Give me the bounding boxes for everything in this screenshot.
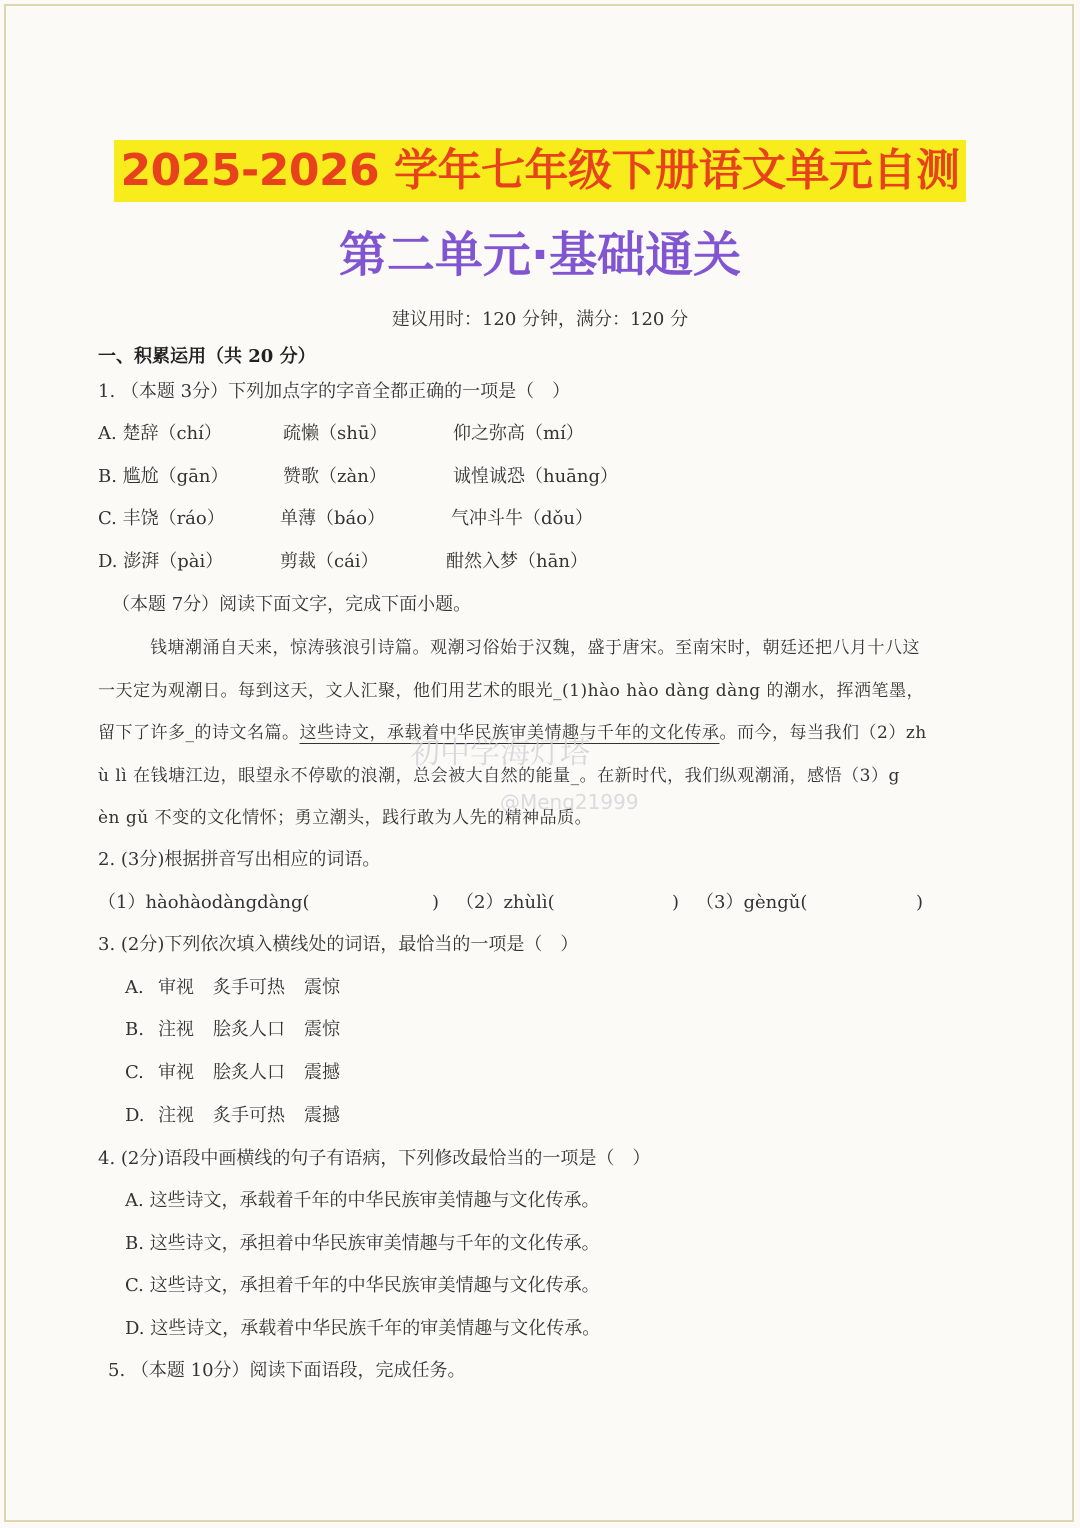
passage-line: 一天定为观潮日。每到这天，文人汇聚，他们用艺术的眼光_(1)hào hào dàng dàng 的潮水，挥洒笔墨，	[98, 681, 925, 701]
q3-option-a-word1: 审视	[158, 977, 194, 998]
q5-stem: 5. （本题 10分）阅读下面语段，完成任务。	[108, 1360, 466, 1381]
q2-blank-1-close: )	[432, 892, 440, 913]
q3-option-b-word1: 注视	[158, 1019, 194, 1040]
page-subtitle: 第二单元·基础通关	[338, 227, 742, 283]
q2-blank-3: （3）gèngǔ(	[696, 892, 808, 913]
passage-text: 留下了许多_的诗文名篇。	[98, 723, 300, 743]
q4-option-b: B. 这些诗文，承担着中华民族审美情趣与千年的文化传承。	[125, 1233, 600, 1254]
q3-stem: 3. (2分)下列依次填入横线处的词语，最恰当的一项是（ ）	[98, 934, 579, 955]
q4-option-d: D. 这些诗文，承载着中华民族千年的审美情趣与文化传承。	[125, 1318, 601, 1339]
q3-option-c-word3: 震撼	[304, 1062, 340, 1083]
q4-option-c: C. 这些诗文，承担着千年的中华民族审美情趣与文化传承。	[125, 1275, 600, 1296]
q3-option-c-letter: C.	[125, 1062, 144, 1083]
q1-option-a-2: 疏懒（shū）	[283, 423, 388, 444]
q2-blank-3-close: )	[916, 892, 924, 913]
time-info: 建议用时：120 分钟，满分：120 分	[391, 309, 689, 330]
q1-option-b-3: 诚惶诚恐（huāng）	[453, 466, 619, 487]
q4-stem: 4. (2分)语段中画横线的句子有语病，下列修改最恰当的一项是（ ）	[98, 1148, 651, 1169]
q4-option-a: A. 这些诗文，承载着千年的中华民族审美情趣与文化传承。	[125, 1190, 600, 1211]
q3-option-c-word2: 脍炙人口	[213, 1062, 285, 1083]
section-heading: 一、积累运用（共 20 分）	[98, 346, 316, 367]
q2-blank-2: （2）zhùlì(	[456, 892, 555, 913]
q1-option-c-3: 气冲斗牛（dǒu）	[451, 508, 593, 529]
q2-stem: 2. (3分)根据拼音写出相应的词语。	[98, 849, 381, 870]
q1-option-a-1: A. 楚辞（chí）	[98, 423, 222, 444]
watermark: 初中学海灯塔	[410, 736, 590, 771]
q3-option-d-word3: 震撼	[304, 1105, 340, 1126]
page-title: 2025-2026 学年七年级下册语文单元自测	[114, 140, 965, 202]
q1-option-a-3: 仰之弥高（mí）	[453, 423, 584, 444]
q1-option-c-1: C. 丰饶（ráo）	[98, 508, 225, 529]
passage-line: ù lì 在钱塘江边，眼望永不停歇的浪潮，总会被大自然的能量_。在新时代，我们纵观潮涌，感悟（3）g	[98, 766, 900, 786]
q1-option-c-2: 单薄（báo）	[280, 508, 386, 529]
q3-option-a-letter: A.	[125, 977, 144, 998]
q2-blank-1: （1）hàohàodàngdàng(	[98, 892, 310, 913]
q3-option-b-word3: 震惊	[304, 1019, 340, 1040]
q3-option-c-word1: 审视	[158, 1062, 194, 1083]
q3-option-d-word2: 炙手可热	[213, 1105, 285, 1126]
watermark-handle: @Meng21999	[500, 790, 639, 814]
q1-stem: 1. （本题 3分）下列加点字的字音全都正确的一项是（ ）	[98, 381, 571, 402]
q3-option-a-word3: 震惊	[304, 977, 340, 998]
title-block	[0, 140, 1080, 202]
q3-option-d-letter: D.	[125, 1105, 145, 1126]
q1-option-d-3: 酣然入梦（hān）	[446, 551, 588, 572]
q3-option-d-word1: 注视	[158, 1105, 194, 1126]
underlined-sentence: 这些诗文，承载着中华民族审美情趣与千年的文化传承	[299, 723, 720, 743]
passage-line: èn gǔ 不变的文化情怀；勇立潮头，践行敢为人先的精神品质。	[98, 808, 593, 828]
q1-option-d-1: D. 澎湃（pài）	[98, 551, 224, 572]
passage-line: 钱塘潮涌自天来，惊涛骇浪引诗篇。观潮习俗始于汉魏，盛于唐宋。至南宋时，朝廷还把八月十八这	[150, 638, 920, 658]
q1-option-b-2: 赞歌（zàn）	[283, 466, 387, 487]
q3-option-b-letter: B.	[125, 1019, 144, 1040]
passage-intro: （本题 7分）阅读下面文字，完成下面小题。	[112, 594, 472, 615]
q3-option-b-word2: 脍炙人口	[213, 1019, 285, 1040]
passage-text: 。而今，每当我们（2）zh	[719, 723, 927, 743]
q3-option-a-word2: 炙手可热	[213, 977, 285, 998]
q2-blank-2-close: )	[672, 892, 680, 913]
q1-option-b-1: B. 尴尬（gān）	[98, 466, 229, 487]
q1-option-d-2: 剪裁（cái）	[280, 551, 379, 572]
